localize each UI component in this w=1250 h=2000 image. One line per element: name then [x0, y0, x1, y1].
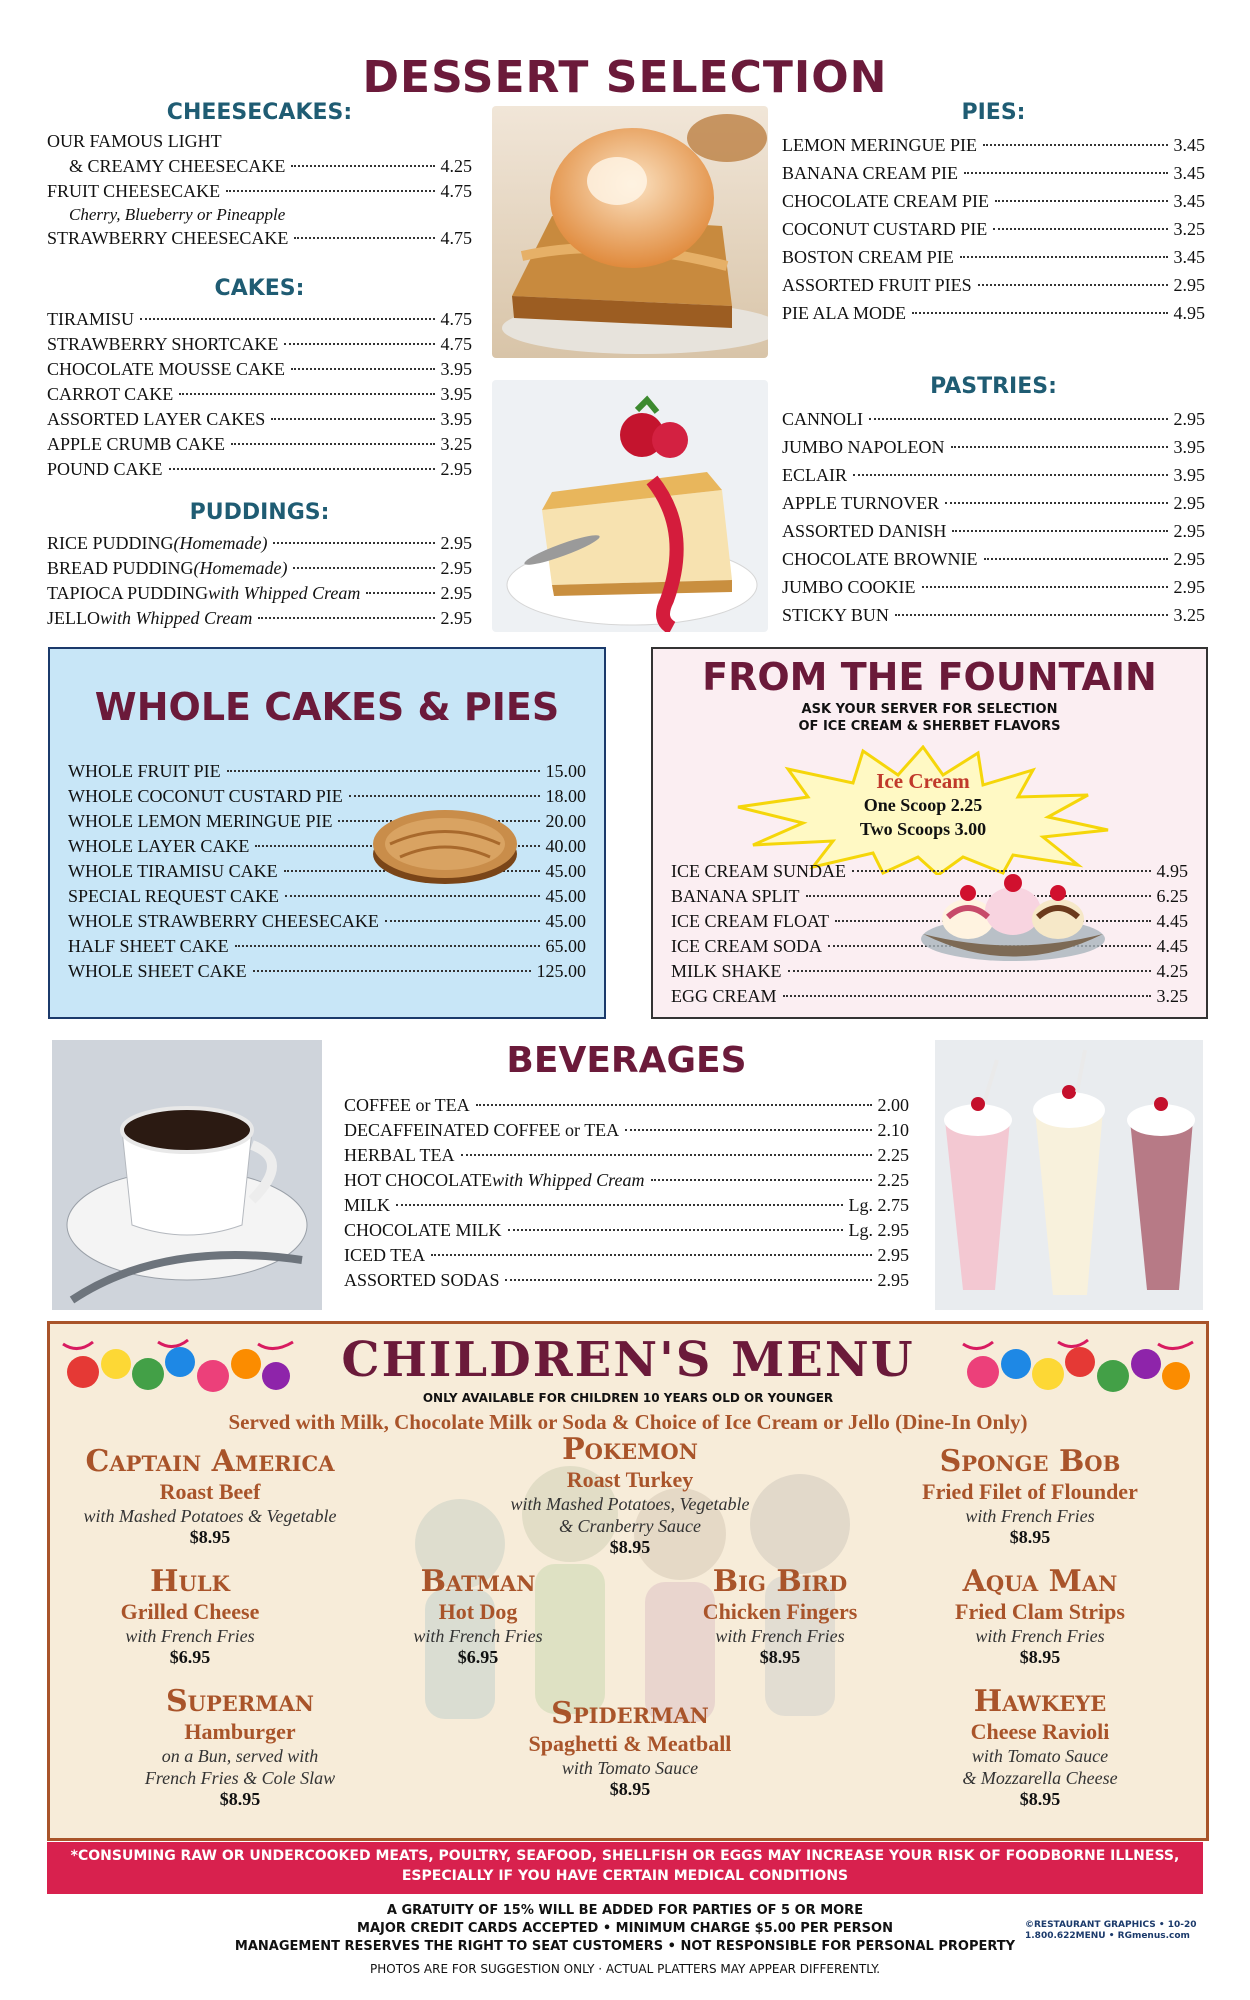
item-price: 3.25 [1156, 986, 1188, 1006]
item-price: 3.45 [1173, 163, 1205, 183]
item-name: ASSORTED DANISH [782, 521, 947, 541]
page-title: DESSERT SELECTION [362, 52, 888, 103]
menu-item [68, 934, 586, 959]
kids-item-name: Sponge Bob [939, 1444, 1121, 1479]
item-note: with Whipped Cream [208, 583, 361, 603]
item-price: 3.95 [440, 409, 472, 429]
cheesecake-photo [492, 380, 768, 632]
banana-split-photo [918, 869, 1108, 984]
milkshakes-photo [935, 1040, 1203, 1310]
puddings-heading: PUDDINGS: [189, 500, 330, 525]
menu-item [47, 457, 472, 482]
item-name: HOT CHOCOLATE [344, 1170, 493, 1190]
kids-item-dish: Cheese Ravioli [970, 1719, 1110, 1744]
menu-item [782, 461, 1205, 489]
puddings-section [47, 500, 472, 631]
item-price: 4.75 [440, 181, 472, 201]
menu-item [782, 433, 1205, 461]
item-name: ICE CREAM SUNDAE [671, 861, 847, 881]
item-name: STRAWBERRY SHORTCAKE [47, 334, 279, 354]
item-price: 45.00 [545, 861, 586, 881]
item-name: ICED TEA [344, 1245, 426, 1265]
footer-line: MAJOR CREDIT CARDS ACCEPTED • MINIMUM CHARGE $5.00 PER PERSON [357, 1921, 893, 1936]
kids-item-dish: Fried Filet of Flounder [922, 1479, 1138, 1504]
item-price: 125.00 [536, 961, 586, 981]
menu-item [782, 405, 1205, 433]
item-name: FRUIT CHEESECAKE [47, 181, 221, 201]
kids-item-pokemon [470, 1432, 790, 1558]
pie-ala-mode-photo [492, 106, 768, 358]
item-name: ASSORTED FRUIT PIES [782, 275, 972, 295]
coffee-photo [52, 1040, 322, 1310]
item-price: 3.45 [1173, 247, 1205, 267]
item-price: 2.95 [440, 583, 472, 603]
kids-item-desc: French Fries & Cole Slaw [144, 1768, 336, 1788]
one-scoop-price: One Scoop 2.25 [863, 795, 983, 815]
menu-item [47, 432, 472, 457]
item-price: 2.95 [1173, 577, 1205, 597]
item-price: 2.25 [877, 1170, 909, 1190]
photos-disclaimer: PHOTOS ARE FOR SUGGESTION ONLY · ACTUAL PLATTERS MAY APPEAR DIFFERENTLY. [369, 1962, 881, 1976]
item-note: (Homemade) [193, 558, 288, 578]
item-price: 2.10 [877, 1120, 909, 1140]
kids-item-dish: Roast Turkey [566, 1467, 694, 1492]
pastries-heading: PASTRIES: [930, 374, 1057, 399]
item-price: 3.25 [440, 434, 472, 454]
item-name: COFFEE or TEA [344, 1095, 470, 1115]
kids-item-price: $8.95 [189, 1527, 231, 1547]
item-price: 2.95 [877, 1245, 909, 1265]
kids-item-sponge-bob [880, 1444, 1180, 1548]
menu-item [344, 1118, 909, 1143]
childrens-menu-served-note: Served with Milk, Chocolate Milk or Soda & Choice of Ice Cream or Jello (Dine-In Only) [228, 1410, 1028, 1434]
item-name: WHOLE TIRAMISU CAKE [68, 861, 278, 881]
item-name: STICKY BUN [782, 605, 889, 625]
beverages-section [344, 1040, 909, 1293]
kids-item-dish: Spaghetti & Meatball [528, 1731, 732, 1756]
kids-item-hulk [90, 1564, 290, 1668]
menu-item [47, 382, 472, 407]
kids-item-dish: Hot Dog [438, 1599, 518, 1624]
menu-item [47, 556, 472, 581]
menu-item [344, 1093, 909, 1118]
item-name: LEMON MERINGUE PIE [782, 135, 977, 155]
menu-item [47, 129, 472, 154]
menu-item [47, 581, 472, 606]
publisher-credit [1025, 1920, 1197, 1942]
item-name: JUMBO COOKIE [782, 577, 916, 597]
item-price: 15.00 [545, 761, 586, 781]
childrens-menu-age-note: ONLY AVAILABLE FOR CHILDREN 10 YEARS OLD OR YOUNGER [422, 1391, 834, 1405]
menu-item [344, 1193, 909, 1218]
item-price: 4.75 [440, 228, 472, 248]
footer-line: MANAGEMENT RESERVES THE RIGHT TO SEAT CUSTOMERS • NOT RESPONSIBLE FOR PERSONAL PROPERTY [234, 1939, 1016, 1954]
kids-item-superman [110, 1684, 370, 1810]
kids-item-name: Pokemon [562, 1432, 698, 1467]
item-price: 2.95 [440, 608, 472, 628]
item-name: WHOLE STRAWBERRY CHEESECAKE [68, 911, 379, 931]
item-name: BOSTON CREAM PIE [782, 247, 954, 267]
item-name: CHOCOLATE BROWNIE [782, 549, 978, 569]
menu-item [47, 407, 472, 432]
menu-item [782, 187, 1205, 215]
item-price: 2.95 [1173, 493, 1205, 513]
menu-item [47, 307, 472, 332]
kids-item-price: $8.95 [609, 1779, 651, 1799]
item-note: (Homemade) [173, 533, 268, 553]
menu-item [782, 215, 1205, 243]
menu-item [47, 531, 472, 556]
credit-line: ©RESTAURANT GRAPHICS • 10-20 [1025, 1920, 1197, 1930]
item-price: 2.00 [877, 1095, 909, 1115]
kids-item-desc: on a Bun, served with [161, 1746, 319, 1766]
item-price: 4.25 [440, 156, 472, 176]
item-price: 65.00 [545, 936, 586, 956]
kids-item-price: $6.95 [169, 1647, 211, 1667]
item-price: 4.95 [1173, 303, 1205, 323]
item-price: 45.00 [545, 911, 586, 931]
kids-item-dish: Fried Clam Strips [955, 1599, 1125, 1624]
menu-item [782, 489, 1205, 517]
item-price: 2.95 [1173, 275, 1205, 295]
whole-pie-photo [370, 799, 520, 894]
item-name: TAPIOCA PUDDING [47, 583, 209, 603]
kids-item-dish: Grilled Cheese [120, 1599, 260, 1624]
kids-item-price: $8.95 [759, 1647, 801, 1667]
item-note: with Whipped Cream [100, 608, 253, 628]
item-name: ASSORTED LAYER CAKES [47, 409, 266, 429]
item-name: POUND CAKE [47, 459, 163, 479]
item-price: 2.95 [440, 533, 472, 553]
fountain-subheading [653, 701, 1206, 735]
menu-item [47, 332, 472, 357]
cheesecakes-section [47, 100, 472, 251]
item-name: CHOCOLATE CREAM PIE [782, 191, 990, 211]
item-name: CHOCOLATE MOUSSE CAKE [47, 359, 286, 379]
item-price: 2.25 [877, 1145, 909, 1165]
fountain-box [651, 647, 1208, 1019]
item-name: CARROT CAKE [47, 384, 174, 404]
item-name: CHOCOLATE MILK [344, 1220, 502, 1240]
item-name: WHOLE LEMON MERINGUE PIE [68, 811, 333, 831]
item-price: 2.95 [440, 558, 472, 578]
menu-item [68, 959, 586, 984]
item-name: CANNOLI [782, 409, 863, 429]
item-price: 3.25 [1173, 605, 1205, 625]
kids-item-spiderman [500, 1696, 760, 1800]
item-price: 3.95 [1173, 465, 1205, 485]
pies-heading: PIES: [961, 100, 1026, 125]
item-name: & CREAMY CHEESECAKE [69, 156, 286, 176]
pastries-section [782, 374, 1205, 629]
item-price: 3.45 [1173, 191, 1205, 211]
warning-line: ESPECIALLY IF YOU HAVE CERTAIN MEDICAL CONDITIONS [401, 1868, 849, 1884]
item-price: 3.95 [1173, 437, 1205, 457]
item-name: JUMBO NAPOLEON [782, 437, 945, 457]
kids-item-dish: Chicken Fingers [702, 1599, 858, 1624]
kids-item-dish: Hamburger [184, 1719, 296, 1744]
cakes-section [47, 276, 472, 482]
kids-item-price: $6.95 [457, 1647, 499, 1667]
kids-item-desc: with Mashed Potatoes, Vegetable [510, 1494, 750, 1514]
menu-item [47, 154, 472, 179]
item-name: WHOLE FRUIT PIE [68, 761, 221, 781]
menu-item [782, 271, 1205, 299]
item-price: 4.45 [1156, 911, 1188, 931]
kids-item-aqua-man [930, 1564, 1150, 1668]
footer-line: A GRATUITY OF 15% WILL BE ADDED FOR PARTIES OF 5 OR MORE [386, 1903, 864, 1918]
item-price: 3.95 [440, 359, 472, 379]
item-price: 20.00 [545, 811, 586, 831]
item-price: 2.95 [877, 1270, 909, 1290]
menu-item [47, 357, 472, 382]
item-name: ICE CREAM FLOAT [671, 911, 830, 931]
kids-item-desc: with French Fries [965, 1506, 1095, 1526]
kids-item-big-bird [670, 1564, 890, 1668]
kids-item-desc: with French Fries [715, 1626, 845, 1646]
item-price: 3.25 [1173, 219, 1205, 239]
item-name: JELLO [47, 608, 100, 628]
kids-item-price: $8.95 [1009, 1527, 1051, 1547]
item-name: EGG CREAM [671, 986, 777, 1006]
cakes-heading: CAKES: [214, 276, 305, 301]
item-name: HERBAL TEA [344, 1145, 455, 1165]
kids-item-hawkeye [910, 1684, 1170, 1810]
item-name: MILK SHAKE [671, 961, 782, 981]
menu-item [782, 517, 1205, 545]
item-price: 2.95 [440, 459, 472, 479]
item-price: 45.00 [545, 886, 586, 906]
menu-item [344, 1168, 909, 1193]
item-price: 3.45 [1173, 135, 1205, 155]
item-note: with Whipped Cream [492, 1170, 645, 1190]
item-price: Lg. 2.75 [848, 1195, 909, 1215]
item-price: 2.95 [1173, 521, 1205, 541]
item-price: 4.25 [1156, 961, 1188, 981]
menu-item [671, 984, 1188, 1009]
menu-item [782, 131, 1205, 159]
item-name: HALF SHEET CAKE [68, 936, 229, 956]
kids-item-desc: with Tomato Sauce [971, 1746, 1109, 1766]
whole-cakes-box [48, 647, 606, 1019]
kids-item-desc: with Mashed Potatoes & Vegetable [83, 1506, 337, 1526]
kids-item-name: Batman [420, 1564, 536, 1599]
kids-item-desc: with Tomato Sauce [561, 1758, 699, 1778]
menu-item [344, 1243, 909, 1268]
food-safety-warning [47, 1842, 1203, 1894]
menu-item [68, 759, 586, 784]
kids-item-name: Big Bird [712, 1564, 848, 1599]
menu-item [68, 909, 586, 934]
item-name: TIRAMISU [47, 309, 135, 329]
warning-line: *CONSUMING RAW OR UNDERCOOKED MEATS, POULTRY, SEAFOOD, SHELLFISH OR EGGS MAY INCREASE YOUR RISK OF FOODBORNE ILLNESS, [70, 1848, 1180, 1864]
menu-item [344, 1268, 909, 1293]
item-name: OUR FAMOUS LIGHT [47, 131, 222, 151]
item-name: BANANA CREAM PIE [782, 163, 959, 183]
ice-cream-title: Ice Cream [876, 769, 970, 793]
kids-item-name: Spiderman [551, 1696, 709, 1731]
menu-item [782, 243, 1205, 271]
fountain-sub-line: ASK YOUR SERVER FOR SELECTION [801, 702, 1058, 717]
two-scoops-price: Two Scoops 3.00 [859, 819, 987, 839]
menu-item [782, 545, 1205, 573]
kids-item-name: Hawkeye [973, 1684, 1107, 1719]
menu-item [782, 601, 1205, 629]
item-price: 3.95 [440, 384, 472, 404]
item-name: APPLE TURNOVER [782, 493, 940, 513]
item-name: PIE ALA MODE [782, 303, 907, 323]
item-name: WHOLE SHEET CAKE [68, 961, 247, 981]
item-price: 40.00 [545, 836, 586, 856]
kids-item-price: $8.95 [1019, 1647, 1061, 1667]
kids-item-dish: Roast Beef [159, 1479, 261, 1504]
item-price: 4.45 [1156, 936, 1188, 956]
menu-item [782, 159, 1205, 187]
kids-item-name: Hulk [150, 1564, 230, 1599]
kids-item-batman [378, 1564, 578, 1668]
kids-item-captain-america [60, 1444, 360, 1548]
menu-item [782, 573, 1205, 601]
kids-item-price: $8.95 [609, 1537, 651, 1557]
item-price: Lg. 2.95 [848, 1220, 909, 1240]
item-name: DECAFFEINATED COFFEE or TEA [344, 1120, 620, 1140]
kids-item-desc: with French Fries [125, 1626, 255, 1646]
kids-item-desc: with French Fries [413, 1626, 543, 1646]
childrens-menu-heading: CHILDREN'S MENU [341, 1332, 915, 1388]
pies-section [782, 100, 1205, 327]
beverages-heading: BEVERAGES [506, 1040, 747, 1081]
item-price: 2.95 [1173, 549, 1205, 569]
item-name: SPECIAL REQUEST CAKE [68, 886, 280, 906]
item-name: WHOLE LAYER CAKE [68, 836, 250, 856]
item-price: 2.95 [1173, 409, 1205, 429]
credit-line: 1.800.622MENU • RGmenus.com [1025, 1931, 1190, 1941]
menu-item [344, 1218, 909, 1243]
item-name: ICE CREAM SODA [671, 936, 823, 956]
kids-item-name: Captain America [85, 1444, 335, 1479]
item-name: RICE PUDDING [47, 533, 174, 553]
item-name: APPLE CRUMB CAKE [47, 434, 226, 454]
menu-item [47, 226, 472, 251]
cheesecakes-heading: CHEESECAKES: [166, 100, 353, 125]
whole-cakes-heading: WHOLE CAKES & PIES [94, 685, 560, 729]
menu-item [344, 1143, 909, 1168]
kids-item-desc: & Mozzarella Cheese [962, 1768, 1118, 1788]
item-price: 4.75 [440, 334, 472, 354]
fountain-heading: FROM THE FOUNTAIN [702, 655, 1157, 699]
menu-item [47, 606, 472, 631]
kids-item-name: Aqua Man [962, 1564, 1118, 1599]
item-name: BANANA SPLIT [671, 886, 800, 906]
item-name: ASSORTED SODAS [344, 1270, 500, 1290]
childrens-menu-box [47, 1321, 1209, 1841]
kids-item-price: $8.95 [1019, 1789, 1061, 1809]
item-subtext: Cherry, Blueberry or Pineapple [69, 205, 286, 224]
menu-item [47, 179, 472, 204]
item-name: MILK [344, 1195, 390, 1215]
kids-item-desc: with French Fries [975, 1626, 1105, 1646]
kids-item-desc: & Cranberry Sauce [559, 1516, 701, 1536]
item-price: 6.25 [1156, 886, 1188, 906]
fountain-sub-line: OF ICE CREAM & SHERBET FLAVORS [798, 719, 1061, 734]
menu-item [782, 299, 1205, 327]
item-price: 4.75 [440, 309, 472, 329]
item-name: STRAWBERRY CHEESECAKE [47, 228, 289, 248]
item-price: 4.95 [1156, 861, 1188, 881]
item-name: BREAD PUDDING [47, 558, 194, 578]
item-price: 18.00 [545, 786, 586, 806]
kids-item-name: Superman [166, 1684, 314, 1719]
item-name: WHOLE COCONUT CUSTARD PIE [68, 786, 343, 806]
item-name: COCONUT CUSTARD PIE [782, 219, 988, 239]
kids-item-price: $8.95 [219, 1789, 261, 1809]
item-name: ECLAIR [782, 465, 847, 485]
